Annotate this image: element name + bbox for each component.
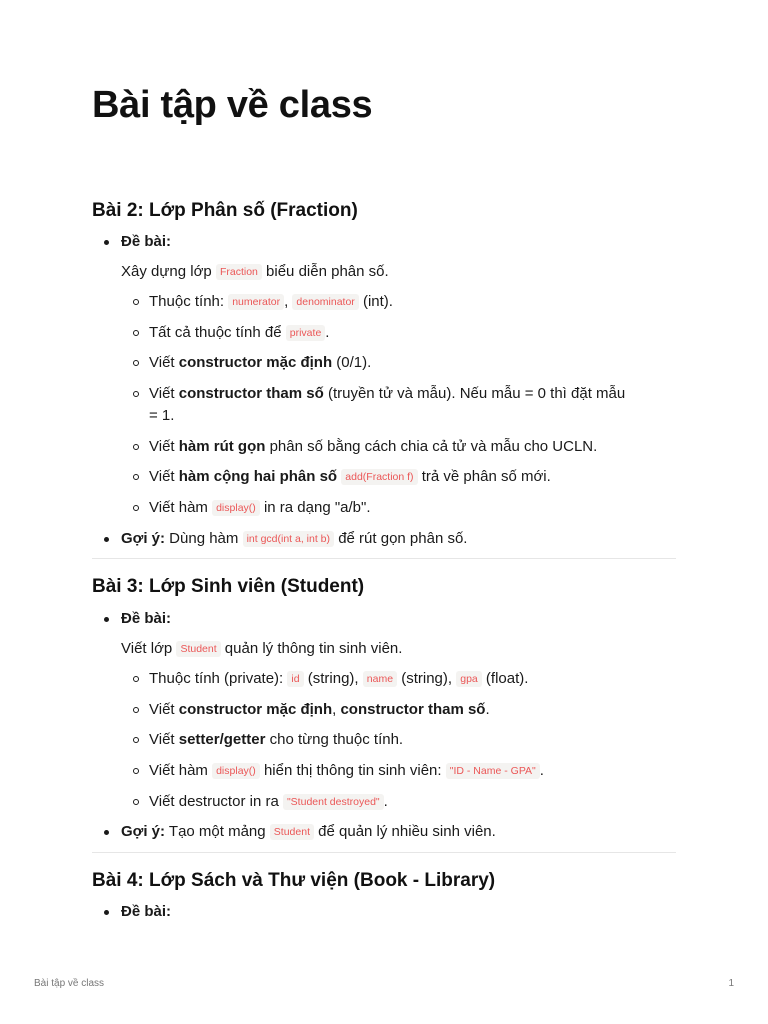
list-item-setter-getter: Viết setter/getter cho từng thuộc tính. xyxy=(149,729,403,751)
code-add: add(Fraction f) xyxy=(341,469,417,485)
list-item-de-bai xyxy=(121,608,171,630)
list-item-default-constructor: Viết constructor mặc định (0/1). xyxy=(149,352,371,374)
label-de-bai: Đề bài: xyxy=(121,610,172,627)
section-bai-3 xyxy=(92,575,676,599)
list-item-param-constructor-continued: = 1. xyxy=(149,407,175,424)
list-item-de-bai xyxy=(121,901,171,923)
list-item-attributes: Thuộc tính (private): id (string), name (string), gpa (float). xyxy=(149,668,528,690)
page-number: 1 xyxy=(728,978,734,989)
section-bai-2 xyxy=(92,199,676,223)
list-item-display: Viết hàm display() in ra dạng "a/b". xyxy=(149,497,371,519)
section-heading: Bài 3: Lớp Sinh viên (Student) xyxy=(92,576,365,597)
list-item-constructors: Viết constructor mặc định, constructor tham số. xyxy=(149,699,490,721)
code-name: name xyxy=(363,671,397,687)
code-student: Student xyxy=(176,641,220,657)
code-gcd: int gcd(int a, int b) xyxy=(243,531,334,547)
label-de-bai: Đề bài: xyxy=(121,903,172,920)
label-de-bai: Đề bài: xyxy=(121,233,172,250)
code-fraction: Fraction xyxy=(216,264,262,280)
label-goi-y: Gợi ý: xyxy=(121,823,166,840)
list-item-param-constructor: Viết constructor tham số (truyền tử và mẫu). Nếu mẫu = 0 thì đặt mẫu xyxy=(149,383,625,405)
list-item-goi-y: Gợi ý: Tạo một mảng Student để quản lý nhiều sinh viên. xyxy=(121,821,496,843)
code-private: private xyxy=(286,325,326,341)
list-item-display: Viết hàm display() hiển thị thông tin sinh viên: "ID - Name - GPA" . xyxy=(149,760,544,782)
list-item-private: Tất cả thuộc tính để private . xyxy=(149,322,329,344)
paragraph-intro: Xây dựng lớp Fraction biểu diễn phân số. xyxy=(121,263,389,280)
code-display: display() xyxy=(212,763,260,779)
label-goi-y: Gợi ý: xyxy=(121,530,166,547)
list-item-goi-y: Gợi ý: Dùng hàm int gcd(int a, int b) để rút gọn phân số. xyxy=(121,528,467,550)
section-heading: Bài 2: Lớp Phân số (Fraction) xyxy=(92,200,358,221)
section-heading: Bài 4: Lớp Sách và Thư viện (Book - Library) xyxy=(92,870,496,891)
paragraph-intro: Viết lớp Student quản lý thông tin sinh viên. xyxy=(121,640,403,657)
code-denominator: denominator xyxy=(292,294,358,310)
list-item-destructor: Viết destructor in ra "Student destroyed" . xyxy=(149,791,388,813)
code-format: "ID - Name - GPA" xyxy=(446,763,540,779)
section-bai-4 xyxy=(92,869,676,893)
code-display: display() xyxy=(212,500,260,516)
list-item-attributes: Thuộc tính: numerator , denominator (int). xyxy=(149,291,393,313)
code-id: id xyxy=(287,671,303,687)
code-numerator: numerator xyxy=(228,294,284,310)
code-gpa: gpa xyxy=(456,671,482,687)
code-student: Student xyxy=(270,824,314,840)
section-divider xyxy=(92,558,676,559)
code-destroyed: "Student destroyed" xyxy=(283,794,384,810)
section-divider xyxy=(92,852,676,853)
list-item-reduce: Viết hàm rút gọn phân số bằng cách chia cả tử và mẫu cho UCLN. xyxy=(149,436,597,458)
footer-title: Bài tập về class xyxy=(34,978,105,989)
list-item-add: Viết hàm cộng hai phân số add(Fraction f) trả về phân số mới. xyxy=(149,466,551,488)
list-item-de-bai xyxy=(121,231,171,253)
page-title: Bài tập về class xyxy=(92,84,373,126)
